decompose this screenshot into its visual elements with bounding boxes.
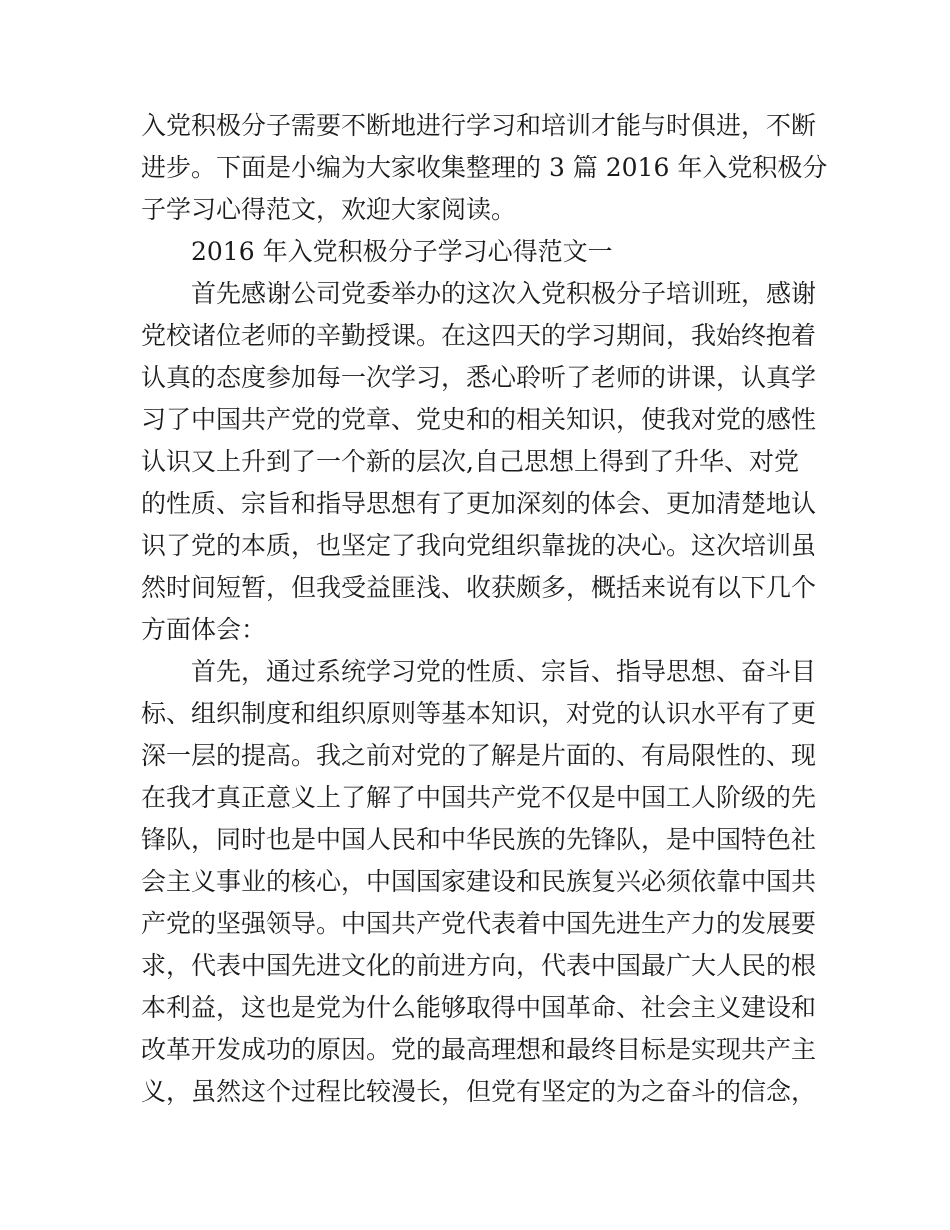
text-line: 认识又上升到了一个新的层次,自己思想上得到了升华、对党 [141,447,799,476]
text-line: 首先，通过系统学习党的性质、宗旨、指导思想、奋斗目 [191,657,817,686]
text-line: 标、组织制度和组织原则等基本知识，对党的认识水平有了更 [141,699,817,728]
text-line: 然时间短暂，但我受益匪浅、收获颇多，概括来说有以下几个 [141,573,817,602]
text-line: 认真的态度参加每一次学习，悉心聆听了老师的讲课，认真学 [141,363,817,392]
text-line: 深一层的提高。我之前对党的了解是片面的、有局限性的、现 [141,741,817,770]
text-line: 入党积极分子需要不断地进行学习和培训才能与时俱进，不断 [141,111,817,140]
text-line: 子学习心得范文，欢迎大家阅读。 [141,195,517,224]
text-line: 在我才真正意义上了解了中国共产党不仅是中国工人阶级的先 [141,783,817,812]
text-line: 产党的坚强领导。中国共产党代表着中国先进生产力的发展要 [141,909,817,938]
text-line: 2016 年入党积极分子学习心得范文一 [191,237,613,266]
text-line: 义，虽然这个过程比较漫长，但党有坚定的为之奋斗的信念， [141,1077,817,1106]
text-line: 的性质、宗旨和指导思想有了更加深刻的体会、更加清楚地认 [141,489,817,518]
text-line: 党校诸位老师的辛勤授课。在这四天的学习期间，我始终抱着 [141,321,817,350]
text-line: 求，代表中国先进文化的前进方向，代表中国最广大人民的根 [141,951,817,980]
text-line: 会主义事业的核心，中国国家建设和民族复兴必须依靠中国共 [141,867,817,896]
text-line: 本利益，这也是党为什么能够取得中国革命、社会主义建设和 [141,993,817,1022]
text-line: 首先感谢公司党委举办的这次入党积极分子培训班，感谢 [191,279,817,308]
text-line: 进步。下面是小编为大家收集整理的 3 篇 2016 年入党积极分 [141,153,828,182]
text-line: 习了中国共产党的党章、党史和的相关知识，使我对党的感性 [141,405,817,434]
document-body [141,105,828,1113]
text-line: 方面体会： [141,615,267,644]
text-line: 锋队，同时也是中国人民和中华民族的先锋队，是中国特色社 [141,825,817,854]
text-line: 改革开发成功的原因。党的最高理想和最终目标是实现共产主 [141,1035,817,1064]
text-line: 识了党的本质，也坚定了我向党组织靠拢的决心。这次培训虽 [141,531,817,560]
